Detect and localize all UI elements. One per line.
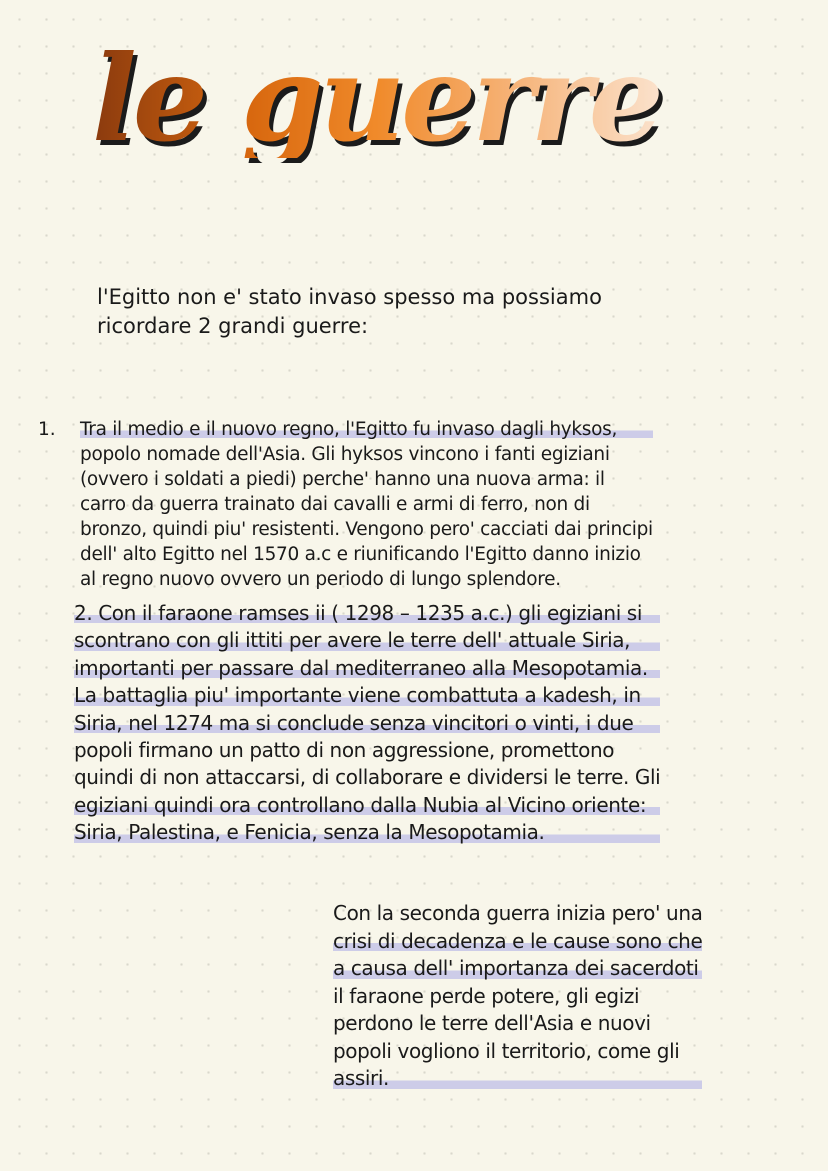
text-line: popolo nomade dell'Asia. Gli hyksos vincono i fanti egiziani [80,444,610,465]
text-line: quindi di non attaccarsi, di collaborare e dividersi le terre. Gli [74,765,661,790]
text-line: popoli firmano un patto di non aggressione, promettono [74,738,615,763]
text-line: 2. Con il faraone ramses ii ( 1298 – 1235 a.c.) gli egiziani si [74,600,660,627]
conclusion-paragraph [333,900,702,1093]
text-line: bronzo, quindi piu' resistenti. Vengono pero' cacciati dai principi [80,519,653,540]
text-line: crisi di decadenza e le cause sono che [333,928,702,956]
text-line: a causa dell' importanza dei sacerdoti [333,955,702,983]
war-1-paragraph [80,417,653,592]
text-line: Siria, Palestina, e Fenicia, senza la Mesopotamia. [74,819,660,846]
text-line: il faraone perde potere, gli egizi [333,983,640,1008]
text-line: La battaglia piu' importante viene combattuta a kadesh, in [74,682,660,709]
text-line: perdono le terre dell'Asia e nuovi [333,1011,651,1035]
text-line: carro da guerra trainato dai cavalli e armi di ferro, non di [80,494,590,515]
text-line: ricordare 2 grandi guerre: [97,314,369,338]
text-line: scontrano con gli ittiti per avere le terre dell' attuale Siria, [74,627,660,654]
text-line: assiri. [333,1065,702,1093]
text-line: importanti per passare dal mediterraneo alla Mesopotamia. [74,655,660,682]
list-number: 1. [38,419,56,440]
page-title: le guerre [92,29,660,168]
war-2-paragraph [74,600,660,847]
text-line: dell' alto Egitto nel 1570 a.c e riunificando l'Egitto danno inizio [80,544,641,565]
text-line: (ovvero i soldati a piedi) perche' hanno una nuova arma: il [80,469,605,490]
text-line: egiziani quindi ora controllano dalla Nubia al Vicino oriente: [74,792,660,819]
text-line: Siria, nel 1274 ma si conclude senza vincitori o vinti, i due [74,710,660,737]
text-line: Tra il medio e il nuovo regno, l'Egitto fu invaso dagli hyksos, [80,417,653,442]
intro-paragraph [97,283,602,341]
text-line: al regno nuovo ovvero un periodo di lungo splendore. [80,569,561,590]
text-line: l'Egitto non e' stato invaso spesso ma possiamo [97,285,602,309]
text-line: Con la seconda guerra inizia pero' una [333,901,703,925]
text-line: popoli vogliono il territorio, come gli [333,1038,680,1063]
